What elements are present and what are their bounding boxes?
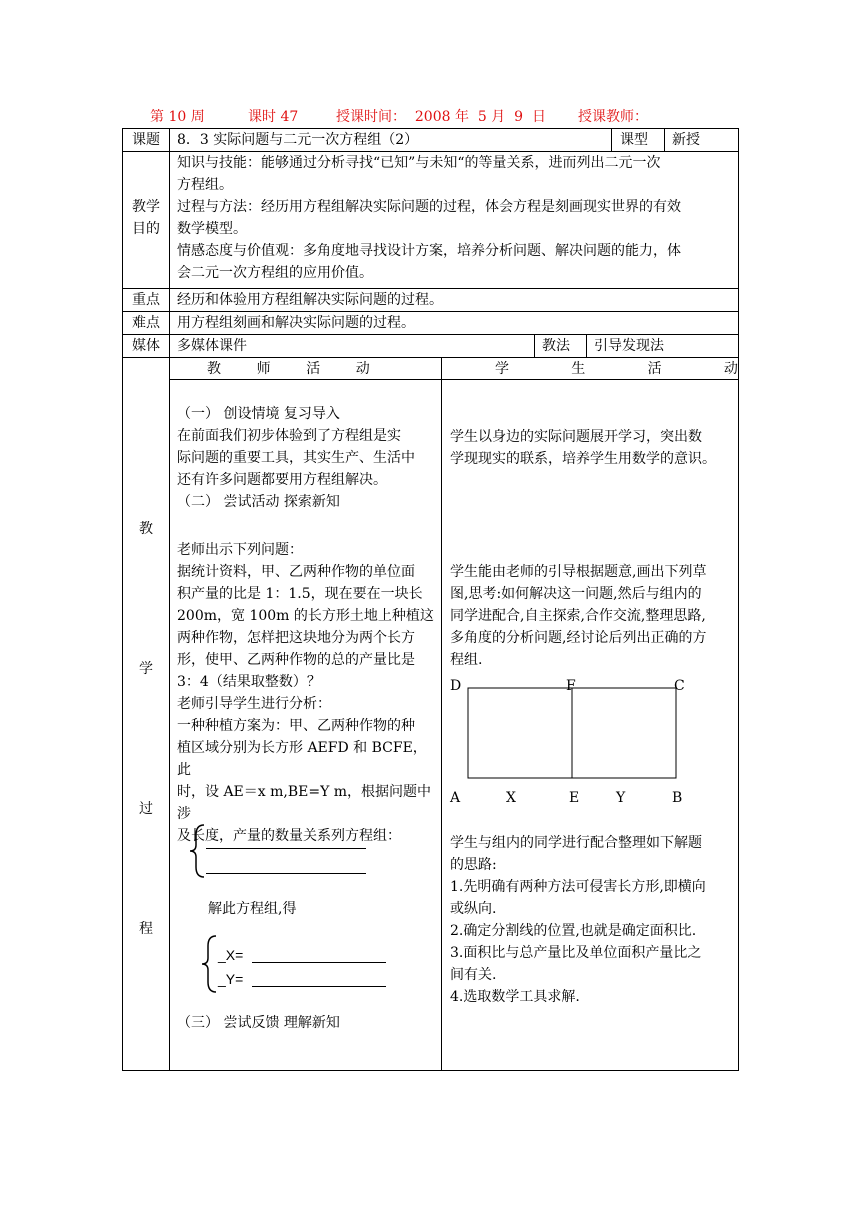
student-line: 学生能由老师的引导根据题意,画出下列草 [450, 564, 707, 580]
teacher-line: 及长度，产量的数量关系列方程组： [177, 828, 401, 844]
point-e-label: E [569, 790, 580, 806]
student-line: 4.选取数学工具求解. [450, 989, 580, 1005]
y-label: _Y= [218, 971, 244, 987]
teacher-line: 200m，宽 100m 的长方形土地上种植这 [177, 608, 434, 624]
teacher-line: 形，使甲、乙两种作物的总的产量比是 [177, 652, 415, 668]
process-label-char: 学 [139, 661, 153, 677]
type-label: 课型 [620, 132, 648, 148]
process-label-char: 教 [139, 521, 153, 537]
student-line: 2.确定分割线的位置,也就是确定面积比. [450, 923, 697, 939]
teacher-line: 老师引导学生进行分析： [177, 696, 331, 712]
y-answer-blank[interactable] [252, 986, 386, 987]
brace-icon [200, 934, 220, 994]
goals-label-2: 目的 [132, 221, 160, 237]
goals-line: 方程组。 [177, 177, 233, 193]
student-line: 多角度的分析问题,经讨论后列出正确的方 [450, 630, 707, 646]
brace-icon [188, 823, 208, 879]
goals-line: 会二元一次方程组的应用价值。 [177, 265, 373, 281]
point-f-label: F [566, 678, 576, 694]
teacher-line: （二） 尝试活动 探索新知 [177, 494, 340, 510]
teacher-line: （一） 创设情境 复习导入 [177, 406, 340, 422]
teacher-line: 积产量的比是 1：1.5，现在要在一块长 [177, 586, 423, 602]
solve-text: 解此方程组,得 [208, 901, 297, 917]
teacher-line: 际问题的重要工具，其实生产、生活中 [177, 450, 415, 466]
goals-line: 数学模型。 [177, 221, 247, 237]
teacher-line: 一种种植方案为：甲、乙两种作物的种 [177, 718, 415, 734]
x-label: _X= [218, 947, 244, 963]
method-value: 引导发现法 [594, 338, 664, 354]
point-b-label: B [672, 790, 683, 806]
process-label-char: 程 [139, 921, 153, 937]
lesson-date: 授课时间： 2008 年 5 月 9 日 [336, 109, 546, 125]
section-3-heading: （三） 尝试反馈 理解新知 [177, 1015, 340, 1031]
teacher-line: 3：4（结果取整数）？ [177, 674, 321, 690]
length-y-label: Y [616, 790, 626, 806]
goals-text [177, 152, 737, 284]
equation-1-blank[interactable] [206, 848, 366, 849]
key-label: 重点 [132, 292, 160, 308]
student-line: 间有关. [450, 967, 497, 983]
student-line: 的思路: [450, 857, 497, 873]
teacher-line: 植区域分别为长方形 AEFD 和 BCFE，此 [177, 740, 427, 778]
teacher-line: 时，设 AE＝x m,BE=Y m，根据问题中涉 [177, 784, 432, 822]
goals-line: 知识与技能：能够通过分析寻找“已知”与未知“的等量关系，进而列出二元一次 [177, 155, 661, 171]
student-paragraph-2 [450, 561, 736, 671]
equation-2-blank[interactable] [206, 873, 366, 874]
student-paragraph-1 [450, 426, 736, 470]
media-label: 媒体 [132, 338, 160, 354]
process-label-char: 过 [139, 801, 153, 817]
teacher-line: 两种作物，怎样把这块地分为两个长方 [177, 630, 415, 646]
student-activity-header: 学 生 活 动 [495, 361, 738, 377]
teacher-line: 据统计资料，甲、乙两种作物的单位面 [177, 564, 415, 580]
teacher-problem [177, 539, 439, 847]
method-label: 教法 [542, 338, 570, 354]
length-x-label: X [506, 790, 516, 806]
student-paragraph-3 [450, 832, 736, 1008]
student-line: 学生以身边的实际问题展开学习，突出数 [450, 429, 702, 445]
student-line: 学生与组内的同学进行配合整理如下解题 [450, 835, 702, 851]
point-a-label: A [450, 790, 461, 806]
difficulty-label: 难点 [132, 315, 160, 331]
teacher-line: 在前面我们初步体验到了方程组是实 [177, 428, 401, 444]
student-line: 或纵向. [450, 901, 497, 917]
x-answer-blank[interactable] [252, 962, 386, 963]
land-rectangle-diagram [446, 674, 686, 808]
teacher-line: 老师出示下列问题： [177, 542, 303, 558]
difficulty-value: 用方程组刻画和解决实际问题的过程。 [177, 315, 415, 331]
point-c-label: C [674, 678, 685, 694]
goals-label-1: 教学 [132, 199, 160, 215]
goals-line: 过程与方法：经历用方程组解决实际问题的过程，体会方程是刻画现实世界的有效 [177, 199, 681, 215]
teacher-activity-header: 教 师 活 动 [207, 361, 370, 377]
student-line: 1.先明确有两种方法可侵害长方形,即横向 [450, 879, 706, 895]
student-line: 3.面积比与总产量比及单位面积产量比之 [450, 945, 702, 961]
teacher-label: 授课教师： [578, 109, 648, 125]
topic-value: 8．3 实际问题与二元一次方程组（2） [177, 132, 419, 148]
student-line: 学现现实的联系，培养学生用数学的意识。 [450, 451, 716, 467]
week-label: 第 10 周 [150, 109, 205, 125]
lesson-number: 课时 47 [248, 109, 299, 125]
lesson-header [150, 106, 750, 126]
media-value: 多媒体课件 [177, 338, 247, 354]
topic-label: 课题 [132, 132, 160, 148]
point-d-label: D [450, 678, 462, 694]
student-line: 图,思考:如何解决这一问题,然后与组内的 [450, 586, 702, 602]
student-line: 同学进配合,自主探索,合作交流,整理思路, [450, 608, 706, 624]
goals-line: 情感态度与价值观：多角度地寻找设计方案，培养分析问题、解决问题的能力，体 [177, 243, 681, 259]
student-line: 程组. [450, 652, 483, 668]
teacher-intro [177, 403, 439, 513]
type-value: 新授 [672, 132, 700, 148]
key-value: 经历和体验用方程组解决实际问题的过程。 [177, 292, 443, 308]
teacher-line: 还有许多问题都要用方程组解决。 [177, 472, 387, 488]
